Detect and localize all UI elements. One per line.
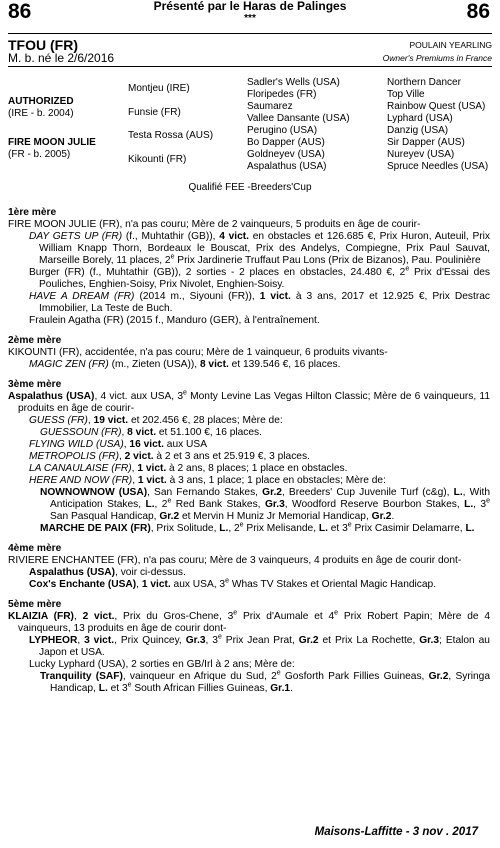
lot-number-left: 86: [8, 0, 32, 23]
sire-info: (IRE - b. 2004): [8, 108, 74, 119]
horse-description: M. b. né le 2/6/2016: [8, 51, 115, 65]
lot-number-right: 86: [466, 0, 490, 23]
family-entry: Fraulein Agatha (FR) (2015 f., Manduro (GER), à l'entraînement.: [29, 315, 320, 326]
grandsire: Montjeu (IRE): [128, 83, 190, 94]
family-notes: [8, 207, 490, 695]
family-entry: METROPOLIS (FR), 2 vict. à 2 et 3 ans et 25.919 €, 3 places.: [29, 451, 310, 462]
pedigree-gen3: Floripedes (FR): [247, 89, 317, 100]
family-entry: KIKOUNTI (FR), accidentée, n'a pas couru; Mère de 1 vainqueur, 6 produits vivants-: [8, 347, 388, 358]
pedigree-gen3: Saumarez: [247, 101, 293, 112]
family-entry: Cox's Enchante (USA), 1 vict. aux USA, 3e Whas TV Stakes et Oriental Magic Handicap.: [29, 577, 437, 590]
family-entry: RIVIERE ENCHANTEE (FR), n'a pas couru; Mère de 3 vainqueurs, 4 produits en âge de courir dont-: [8, 555, 462, 566]
section-heading: 5ème mère: [8, 599, 62, 610]
family-entry: Lucky Lyphard (USA), 2 sorties en GB/Irl à 2 ans; Mère de:: [29, 659, 295, 670]
divider: [8, 33, 492, 34]
family-entry: MARCHE DE PAIX (FR), Prix Solitude, L., 2e Prix Melisande, L. et 3e Prix Casimir Delamarre, L.: [40, 521, 475, 534]
family-entry: NOWNOWNOW (USA), San Fernando Stakes, Gr.2, Breeders' Cup Juvenile Turf (c&g), L., With Anticipation Stakes, L., 2e Red Bank Stakes, Gr.3, Woodford Reserve Bourbon Stakes, L., 3e San Pasqual Handicap, Gr.2 et Mervin H Muniz Jr Memorial Handicap, Gr.2.: [40, 487, 490, 522]
divider: [8, 66, 492, 67]
dam-info: (FR - b. 2005): [8, 149, 71, 160]
family-entry: MAGIC ZEN (FR) (m., Zieten (USA)), 8 vict. et 139.546 €, 16 places.: [29, 359, 341, 370]
pedigree-gen3: Aspalathus (USA): [247, 161, 327, 172]
owner-premium: Owner's Premiums in France: [382, 53, 492, 63]
horse-name: TFOU (FR): [8, 37, 78, 53]
section-heading: 2ème mère: [8, 335, 62, 346]
pedigree-gen3: Perugino (USA): [247, 125, 318, 136]
family-entry: Tranquility (SAF), vainqueur en Afrique du Sud, 2e Gosforth Park Fillies Guineas, Gr.2, Syringa Handicap, L. et 3e South African Fillies Guineas, Gr.1.: [40, 669, 491, 694]
pedigree-gen4: Danzig (USA): [387, 125, 449, 136]
qualification: Qualifié FEE -Breeders'Cup: [188, 182, 312, 193]
granddam: Funsie (FR): [128, 107, 181, 118]
family-entry: LA CANAULAISE (FR), 1 vict. à 2 ans, 8 places; 1 place en obstacles.: [29, 463, 348, 474]
pedigree-gen4: Northern Dancer: [387, 77, 461, 88]
family-entry: DAY GETS UP (FR) (f., Muhtathir (GB)), 4 vict. en obstacles et 126.685 €, Prix Huron, Auteuil, Prix William Knapp Thorn, Bordeaux le Bouscat, Prix des Andelys, Compiegne, Prix Paul Sauvat, Marseille Borely, 11 places, 2e Prix Jardinerie Truffaut Pau Lons (Prix de Bizanos), Pau. Poulinière: [29, 231, 491, 266]
pedigree-gen4: Spruce Needles (USA): [387, 161, 489, 172]
section-heading: 4ème mère: [8, 543, 62, 554]
family-entry: Aspalathus (USA), voir ci-dessus.: [29, 567, 186, 578]
pedigree-gen3: Vallee Dansante (USA): [247, 113, 350, 124]
family-entry: HAVE A DREAM (FR) (2014 m., Siyouni (FR)), 1 vict. à 3 ans, 2017 et 12.925 €, Prix Destrac Immobilier, La Teste de Buch.: [29, 291, 490, 314]
family-entry: FLYING WILD (USA), 16 vict. aux USA: [29, 439, 208, 450]
family-entry: GUESSOUN (FR), 8 vict. et 51.100 €, 16 places.: [40, 427, 262, 438]
family-entry: GUESS (FR), 19 vict. et 202.456 €, 28 places; Mère de:: [29, 415, 283, 426]
pedigree-gen4: Sir Dapper (AUS): [387, 137, 465, 148]
family-entry: FIRE MOON JULIE (FR), n'a pas couru; Mère de 2 vainqueurs, 5 produits en âge de courir-: [8, 219, 421, 230]
presenter: Présenté par le Haras de Palinges: [153, 0, 347, 13]
horse-category: POULAIN YEARLING: [409, 40, 492, 50]
damsire: Testa Rossa (AUS): [128, 130, 214, 141]
family-entry: Aspalathus (USA), 4 vict. aux USA, 3e Monty Levine Las Vegas Hilton Classic; Mère de 6 vainqueurs, 11 produits en âge de courir-: [8, 389, 490, 414]
stars: ***: [244, 13, 256, 24]
second-dam: Kikounti (FR): [128, 154, 187, 165]
sale-location-date: Maisons-Laffitte - 3 nov . 2017: [314, 826, 478, 838]
section-heading: 1ère mère: [8, 207, 57, 218]
pedigree-gen4: Lyphard (USA): [387, 113, 453, 124]
pedigree-gen3: Bo Dapper (AUS): [247, 137, 325, 148]
pedigree-gen3: Goldneyev (USA): [247, 149, 325, 160]
family-entry: LYPHEOR, 3 vict., Prix Quincey, Gr.3, 3e Prix Jean Prat, Gr.2 et Prix La Rochette, Gr.3; Etalon au Japon et USA.: [29, 633, 490, 658]
family-entry: Burger (FR) (f., Muhtathir (GB)), 2 sorties - 2 places en obstacles, 24.480 €, 2e Prix d'Essai des Pouliches, Enghien-Soisy, Prix Nivolet, Enghien-Soisy.: [29, 265, 490, 290]
family-entry: KLAIZIA (FR), 2 vict., Prix du Gros-Chene, 3e Prix d'Aumale et 4e Prix Robert Papin; Mère de 4 vainqueurs, 13 produits en âge de courir dont-: [8, 609, 491, 634]
pedigree-gen3: Sadler's Wells (USA): [247, 77, 340, 88]
family-entry: HERE AND NOW (FR), 1 vict. à 3 ans, 1 place; 1 place en obstacles; Mère de:: [29, 475, 386, 486]
sire-name: AUTHORIZED: [8, 96, 74, 107]
section-heading: 3ème mère: [8, 379, 62, 390]
pedigree-gen4: Top Ville: [387, 89, 425, 100]
dam-name: FIRE MOON JULIE: [8, 137, 96, 148]
pedigree-gen4: Rainbow Quest (USA): [387, 101, 486, 112]
pedigree-gen4: Nureyev (USA): [387, 149, 455, 160]
